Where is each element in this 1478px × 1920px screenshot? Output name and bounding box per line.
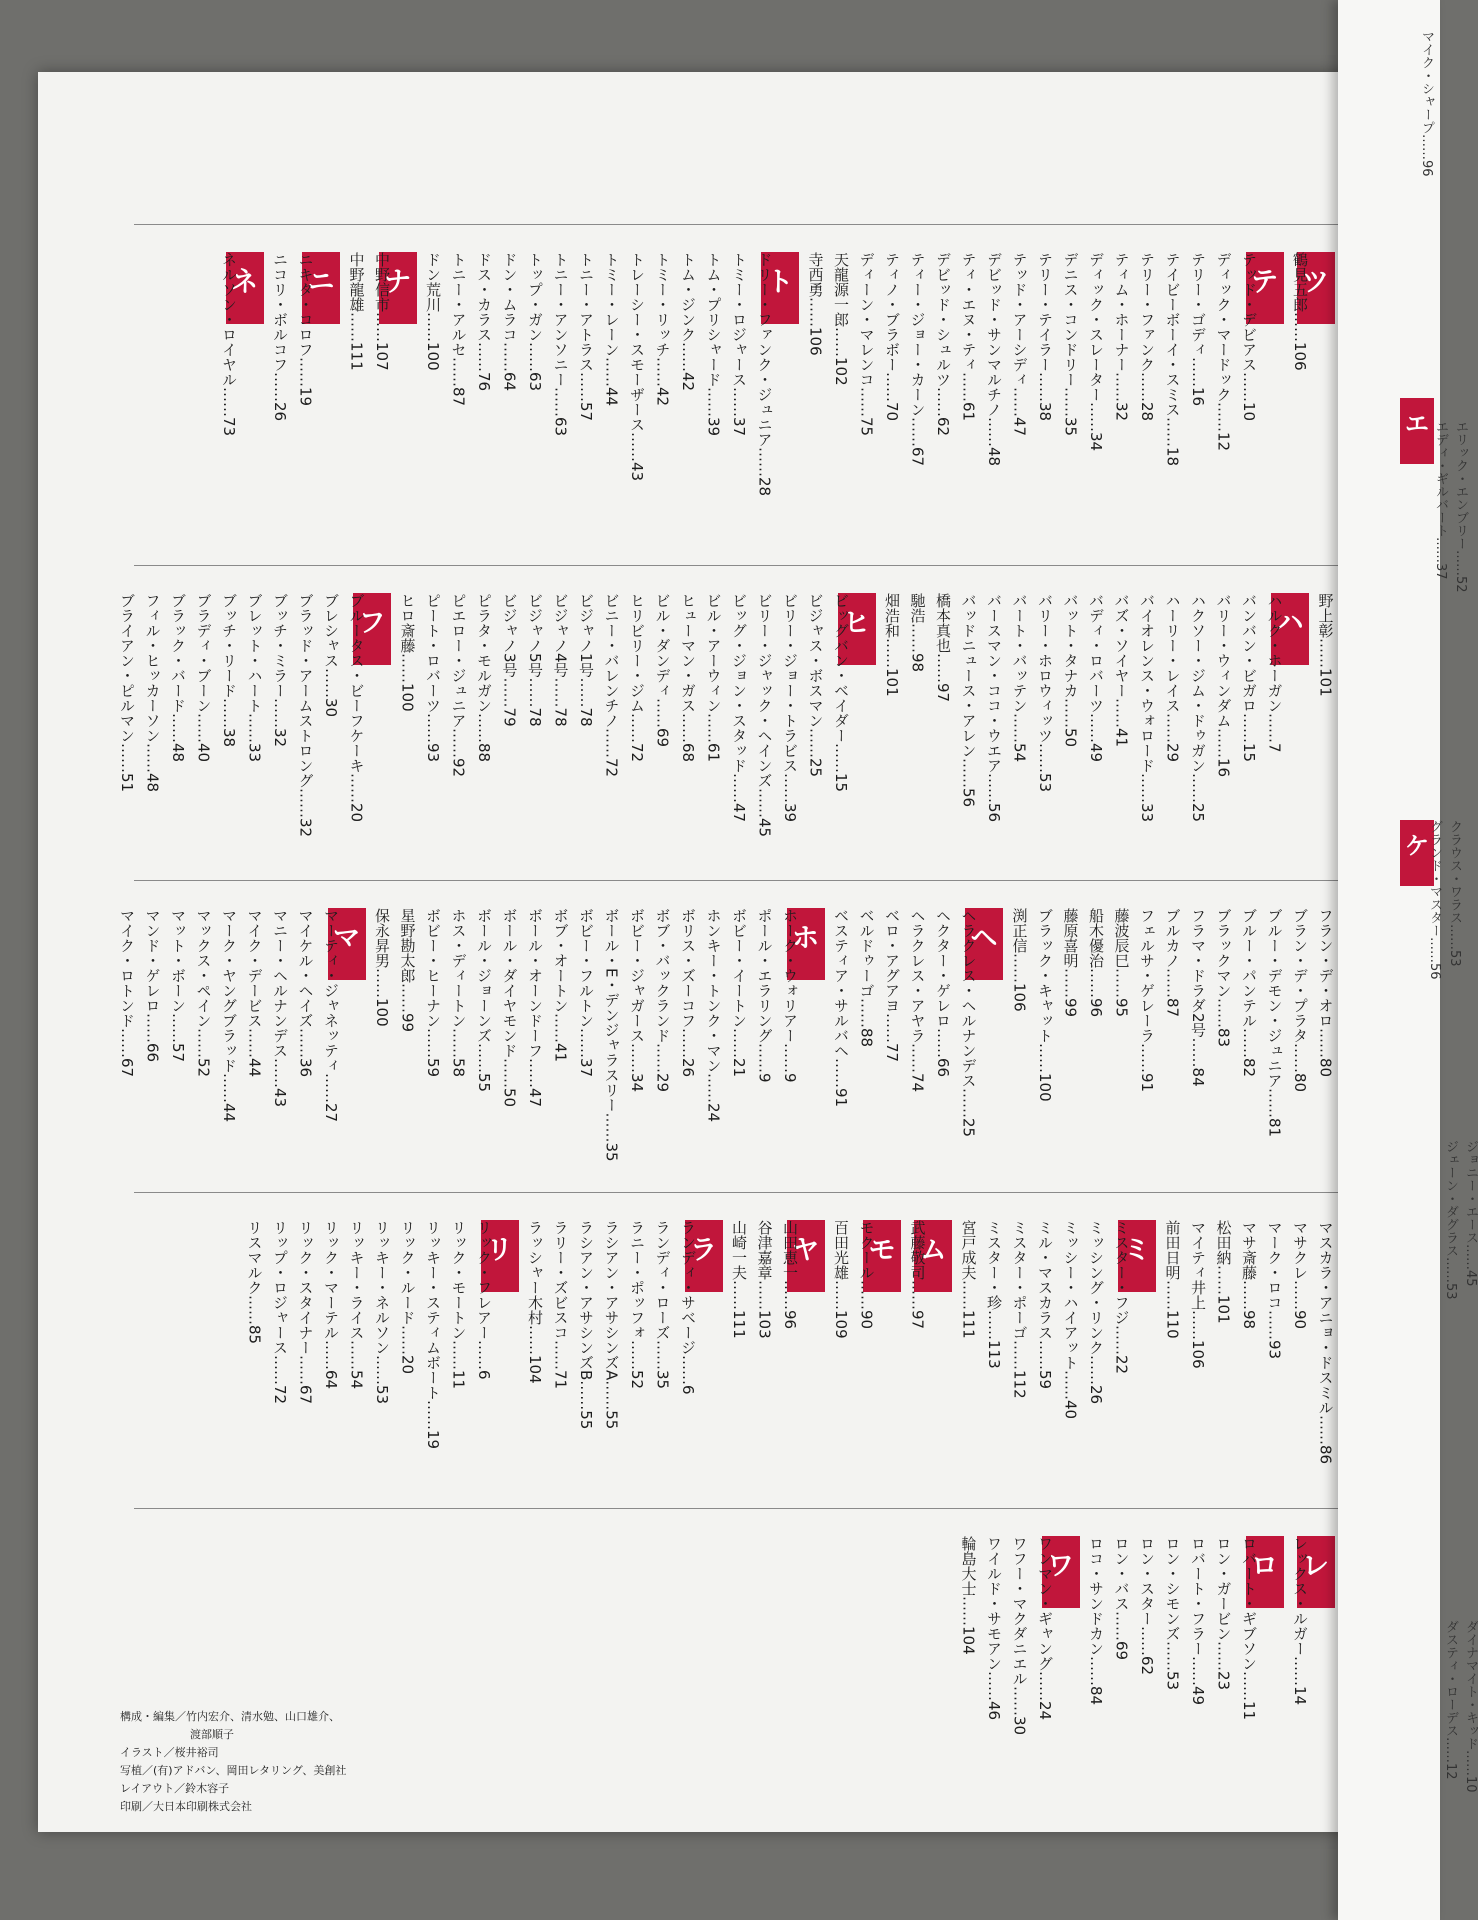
index-entry: ドン荒川……100 [424, 252, 442, 371]
index-entry: ボール・E・デンジャラスリー……35 [602, 908, 621, 1162]
index-band [38, 880, 1348, 1200]
index-entry: ビジャノ1号……78 [577, 593, 595, 727]
index-entry: ホーク・ウォリアー……9 [781, 908, 799, 1083]
index-entry: マーティ・ジャネッティ……27 [322, 908, 340, 1123]
index-entry: ロン・バス……69 [1112, 1536, 1131, 1661]
index-entry: バット・タナカ……50 [1061, 593, 1080, 748]
index-entry: 橋本真也……97 [934, 593, 952, 703]
section-kana-label: マ [328, 908, 366, 980]
index-entry: ブルー・パンテル……82 [1240, 908, 1258, 1078]
index-entry: マンド・ゲレロ……66 [143, 908, 162, 1063]
index-entry: トミー・ロジャース……37 [730, 252, 748, 437]
index-entry: ビリー・ジャック・ヘインズ……45 [755, 593, 774, 838]
index-entry: マイク・デービス……44 [245, 908, 264, 1078]
section-kana: エ [1400, 398, 1434, 464]
index-entry: ディック・スレーター……34 [1087, 252, 1105, 452]
index-entry: ブレット・ハート……33 [245, 593, 264, 763]
index-entry: ポール・エラリング……9 [755, 908, 774, 1083]
index-entry: 武藤敬司……97 [908, 1220, 927, 1330]
index-entry: ヒューマン・ガス……68 [679, 593, 697, 763]
facing-entry: ジェーン・ダグラス……53 [1443, 1140, 1458, 1300]
index-entry: バリー・ホロウィッツ……53 [1036, 593, 1054, 793]
index-entry: ディック・マードック……12 [1214, 252, 1233, 452]
facing-entry: エディ・ギルバート……37 [1433, 420, 1448, 580]
index-column [952, 1220, 986, 1339]
index-entry: トップ・ガン……63 [526, 252, 544, 392]
index-entry: ブラック・キャット……100 [1036, 908, 1054, 1102]
section-kana-label: ト [761, 252, 799, 324]
index-entry: 船木優治……96 [1087, 908, 1105, 1018]
index-band [38, 1192, 1348, 1512]
index-entry: ボール・オーンドーフ……47 [526, 908, 544, 1108]
index-entry: トム・プリシャード……39 [704, 252, 723, 437]
index-entry: 天龍源一郎……102 [832, 252, 850, 386]
index-entry: ランディ・ローズ……35 [653, 1220, 672, 1390]
index-entry: マサクレ……90 [1291, 1220, 1309, 1330]
index-entry: ネルソン・ロイヤル……73 [220, 252, 238, 437]
index-entry: バッドニュース・アレン……56 [959, 593, 978, 808]
section-kana-label: ヒ [838, 593, 876, 665]
index-entry: トム・ジンク……42 [679, 252, 697, 392]
index-column [340, 252, 374, 371]
index-entry: ヘクター・ゲレロ……66 [934, 908, 952, 1078]
index-entry: ビニー・バレンチノ……72 [602, 593, 621, 778]
index-entry: ティ・エヌ・ティ……61 [959, 252, 978, 422]
index-entry: ワンマン・ギャング……24 [1036, 1536, 1054, 1721]
index-entry: ミッシング・リンク……26 [1087, 1220, 1105, 1405]
index-entry: ミスター・フジ……22 [1112, 1220, 1131, 1375]
index-entry: ピート・ロバーツ……93 [424, 593, 442, 763]
facing-page [1338, 0, 1478, 1920]
index-entry: バリー・ウィンダム……16 [1214, 593, 1233, 778]
index-entry: ニキタ・コロフ……19 [296, 252, 315, 407]
index-entry: バイオレンス・ウォロード……33 [1138, 593, 1156, 823]
index-entry: フラン・デ・オロ……80 [1316, 908, 1335, 1078]
index-column [824, 908, 858, 1107]
index-entry: リッキー・ネルソン……53 [373, 1220, 391, 1405]
index-entry: ビル・アーウィン……61 [704, 593, 723, 763]
index-column [824, 1220, 858, 1339]
index-column [952, 1536, 986, 1655]
index-entry: ビジャス・ボスマン……25 [806, 593, 825, 778]
index-entry: トニー・アンソニー……63 [551, 252, 570, 437]
index-entry: ブラディ・ブーン……40 [194, 593, 213, 763]
facing-entry: グランド・マスター……56 [1427, 820, 1442, 980]
index-entry: ベスティア・サルバヘ……91 [832, 908, 850, 1108]
index-entry: ニコリ・ボルコフ……26 [271, 252, 289, 422]
index-entry: モクール……90 [857, 1220, 876, 1330]
facing-entry: エリック・エンブリー……52 [1453, 420, 1468, 593]
index-entry: ボビー・ヒーナン……59 [424, 908, 442, 1078]
index-entry: ヘラクレス・ヘルナンデス……25 [959, 908, 978, 1138]
index-entry: ビジャノ4号……78 [551, 593, 570, 727]
index-entry: マサ斎藤……98 [1240, 1220, 1258, 1330]
index-entry: ブルータス・ビーフケーキ……20 [347, 593, 366, 823]
section-kana-label: レ [1297, 1536, 1335, 1608]
index-entry: フェルサ・ゲレーラ……91 [1138, 908, 1156, 1093]
index-entry: テリー・テイラー……38 [1036, 252, 1054, 422]
index-entry: 畑浩和……101 [883, 593, 901, 697]
index-entry: ロバート・フラー……49 [1189, 1536, 1207, 1706]
section-kana-label: ロ [1246, 1536, 1284, 1608]
section-kana-label: ミ [1118, 1220, 1156, 1292]
index-entry: フィル・ヒッカーソン……48 [143, 593, 162, 793]
index-entry: フラマ・ドラダ2号……84 [1189, 908, 1207, 1087]
index-entry: リック・モートン……11 [449, 1220, 468, 1390]
index-column [263, 252, 297, 421]
index-entry: ブッチ・ミラー……32 [271, 593, 289, 748]
index-column [901, 1220, 935, 1329]
index-entry: ボール・ジョーンズ……55 [475, 908, 493, 1093]
index-column [722, 1220, 756, 1339]
index-column [1079, 1536, 1113, 1705]
index-band [38, 224, 1348, 544]
index-entry: 中野信市……107 [373, 252, 391, 371]
index-entry: ホンキー・トンク・マン……24 [704, 908, 723, 1123]
section-kana-label: ネ [226, 252, 264, 324]
index-entry: ピエロー・ジュニア……92 [449, 593, 468, 778]
index-entry: リック・スタイナー……67 [296, 1220, 315, 1405]
section-kana-label: モ [863, 1220, 901, 1292]
index-entry: トニー・アルセ……87 [449, 252, 468, 407]
section-kana-label: ラ [685, 1220, 723, 1292]
index-entry: ロン・ガービン……23 [1214, 1536, 1233, 1691]
index-entry: ビリー・ジョー・トラビス……39 [781, 593, 799, 823]
index-column [110, 908, 144, 1077]
index-entry: ホス・ディートン……58 [449, 908, 468, 1078]
credits-line: レイアウト／鈴木容子 [120, 1782, 230, 1795]
section-kana-label: ホ [787, 908, 825, 980]
index-entry: マイティ井上……106 [1189, 1220, 1207, 1369]
index-entry: リスマルク……85 [245, 1220, 264, 1345]
index-entry: 谷津嘉章……103 [755, 1220, 774, 1339]
index-entry: ミスター・ポーゴ……112 [1010, 1220, 1029, 1399]
index-column [1283, 252, 1317, 371]
index-entry: ミスター・珍……113 [985, 1220, 1003, 1369]
index-entry: ランディ・サベージ……6 [679, 1220, 697, 1395]
index-entry: 中野龍雄……111 [347, 252, 366, 371]
index-column [391, 593, 425, 712]
index-entry: リック・ルード……20 [398, 1220, 417, 1375]
index-entry: バースマン・ココ・ウエア……56 [985, 593, 1003, 823]
section-kana-label: ナ [379, 252, 417, 324]
index-entry: ブラッド・アームストロング……32 [296, 593, 315, 838]
index-entry: デビッド・サンマルチノ……48 [985, 252, 1003, 467]
index-entry: ドス・カラス……76 [475, 252, 493, 392]
section-kana-label: ヘ [965, 908, 1003, 980]
index-entry: リッキー・ライス……54 [347, 1220, 366, 1390]
index-column [238, 1220, 272, 1344]
index-entry: リッキー・スティムボート……19 [424, 1220, 442, 1450]
index-entry: ラニー・ポッフォ……52 [628, 1220, 646, 1390]
index-column [799, 252, 833, 356]
index-entry: マニー・ヘルナンデス……43 [271, 908, 289, 1108]
section-kana-label: ツ [1297, 252, 1335, 324]
facing-entry: マイク・シャープ……96 [1419, 30, 1434, 177]
facing-entry: ジョニー・エース……45 [1463, 1140, 1478, 1287]
section-kana-label: テ [1246, 252, 1284, 324]
facing-entry: ダイナマイト・キッド……10 [1463, 1620, 1478, 1793]
index-page [38, 72, 1350, 1832]
index-entry: ロン・シモンズ……53 [1163, 1536, 1182, 1691]
index-entry: ロコ・サンドカン……84 [1087, 1536, 1105, 1706]
index-entry: バンバン・ビガロ……15 [1240, 593, 1258, 763]
index-entry: マックス・ペイン……52 [194, 908, 213, 1078]
credits-line: 写植／(有)アドバン、岡田レタリング、美創社 [120, 1764, 347, 1777]
credits-line: 渡部順子 [190, 1728, 234, 1741]
index-entry: テイビーボーイ・スミス……18 [1163, 252, 1182, 467]
index-entry: バート・バッテン……54 [1010, 593, 1029, 763]
index-entry: 百田光雄……109 [832, 1220, 850, 1339]
index-entry: ブライアン・ピルマン……51 [118, 593, 136, 793]
index-entry: 鶴見五郎……106 [1291, 252, 1309, 371]
index-entry: 馳浩……98 [908, 593, 927, 673]
index-entry: ラリー・ズビスコ……71 [551, 1220, 570, 1390]
index-column [1003, 908, 1037, 1012]
index-entry: 保永昇男……100 [373, 908, 391, 1027]
index-entry: ワイルド・サモアン……46 [985, 1536, 1003, 1721]
index-column [875, 593, 909, 697]
index-entry: ロバート・ギブソン……11 [1240, 1536, 1258, 1721]
index-entry: リック・マーテル……64 [322, 1220, 340, 1390]
index-entry: ブルカノ……87 [1163, 908, 1182, 1018]
index-entry: トレーシー・スモーザース……43 [628, 252, 646, 482]
index-entry: ラッシャー木村……104 [526, 1220, 544, 1384]
section-kana-label: リ [481, 1220, 519, 1292]
index-entry: リック・フレアー……6 [475, 1220, 493, 1380]
index-entry: 寺西勇……106 [806, 252, 825, 356]
index-entry: ブルー・デモン・ジュニア……81 [1265, 908, 1284, 1138]
index-entry: テリー・ゴディ……16 [1189, 252, 1207, 407]
index-entry: ベルドゥーゴ……88 [857, 908, 876, 1048]
index-entry: ボリス・ズーコフ……26 [679, 908, 697, 1078]
index-entry: ドン・ムラコ……64 [500, 252, 519, 392]
index-column [518, 1220, 552, 1384]
credits-line: 構成・編集／竹内宏介、清水勉、山口雄介、 [120, 1710, 340, 1723]
index-entry: トミー・レーン……44 [602, 252, 621, 407]
index-entry: ヒリビリー・ジム……72 [628, 593, 646, 763]
index-entry: ミル・マスカラス……59 [1036, 1220, 1054, 1390]
index-entry: マイク・ロトンド……67 [118, 908, 136, 1078]
section-kana-label: ニ [302, 252, 340, 324]
index-entry: ワフー・マクダニエル……30 [1010, 1536, 1029, 1736]
index-entry: ドリー・ファンク・ジュニア……28 [755, 252, 774, 497]
index-entry: 藤波辰巳……95 [1112, 908, 1131, 1018]
index-entry: デビッド・シュルツ……62 [934, 252, 952, 437]
index-entry: ボビー・ジャガース……34 [628, 908, 646, 1093]
section-kana-label: フ [353, 593, 391, 665]
section-kana-label: ヤ [787, 1220, 825, 1292]
index-entry: ベロ・アグアヨ……77 [883, 908, 901, 1063]
index-entry: ブッチ・リード……38 [220, 593, 238, 748]
index-entry: ブラン・デ・プラタ……80 [1291, 908, 1309, 1093]
index-entry: ビル・ダンディ……69 [653, 593, 672, 748]
index-entry: ブラック・バード……48 [169, 593, 187, 763]
index-column [365, 908, 399, 1027]
index-column [212, 252, 246, 436]
index-entry: トミー・リッチ……42 [653, 252, 672, 407]
index-entry: マーク・ロコ……93 [1265, 1220, 1284, 1360]
facing-entry: クラウス・ワラス……53 [1447, 820, 1462, 967]
section-kana-label: ハ [1271, 593, 1309, 665]
index-entry: ビジャノ5号……78 [526, 593, 544, 727]
index-entry: 野上彰……101 [1316, 593, 1335, 697]
index-entry: ディーン・マレンコ……75 [857, 252, 876, 437]
index-entry: ハルク・ホーガン……7 [1265, 593, 1284, 753]
index-column [1283, 1536, 1317, 1705]
section-kana-label: ワ [1042, 1536, 1080, 1608]
index-entry: マット・ボーン……57 [169, 908, 187, 1063]
index-entry: ヒロ斎藤……100 [398, 593, 417, 712]
index-entry: ティノ・ブラボー……70 [883, 252, 901, 422]
index-entry: レックス・ルガー……14 [1291, 1536, 1309, 1706]
index-entry: テッド・デビアス……10 [1240, 252, 1258, 422]
index-entry: トニー・アトラス……57 [577, 252, 595, 422]
index-entry: 山田恵一……96 [781, 1220, 799, 1330]
credits [120, 1708, 346, 1816]
credits-line: 印刷／大日本印刷株式会社 [120, 1800, 252, 1813]
index-entry: バディ・ロバーツ……49 [1087, 593, 1105, 763]
index-entry: ロン・スター……62 [1138, 1536, 1156, 1676]
index-entry: ラシアン・アサシンズB……55 [577, 1220, 595, 1430]
index-entry: 星野勘太郎……99 [398, 908, 417, 1033]
index-entry: テッド・アーシディ……47 [1010, 252, 1029, 437]
index-entry: バズ・ソイヤー……41 [1112, 593, 1131, 748]
index-entry: ミッシー・ハイアット……40 [1061, 1220, 1080, 1420]
index-band [38, 565, 1348, 885]
index-entry: ヘラクレス・アヤラ……74 [908, 908, 927, 1093]
index-entry: 渕正信……106 [1010, 908, 1029, 1012]
index-column [1156, 1220, 1190, 1339]
index-entry: マイケル・ヘイズ……36 [296, 908, 315, 1078]
index-column [416, 252, 450, 371]
index-column [110, 593, 144, 792]
index-entry: ラシアン・アサシンズA……55 [602, 1220, 621, 1430]
index-entry: ボビー・イートン……21 [730, 908, 748, 1078]
index-entry: ティム・ホーナー……32 [1112, 252, 1131, 422]
index-entry: ハクソー・ジム・ドゥガン……25 [1189, 593, 1207, 823]
index-entry: ビッグバン・ベイダー……15 [832, 593, 850, 793]
index-entry: 前田日明……110 [1163, 1220, 1182, 1339]
credits-line: イラスト／桜井裕司 [120, 1746, 219, 1759]
index-entry: ブレシャス……30 [322, 593, 340, 718]
index-entry: デニス・コンドリー……35 [1061, 252, 1080, 437]
index-entry: ピラタ・モルガン……88 [475, 593, 493, 763]
index-entry: ボール・ダイヤモンド……50 [500, 908, 519, 1108]
facing-entry: ダスティ・ローデス……12 [1443, 1620, 1458, 1780]
index-entry: テリー・ファンク……28 [1138, 252, 1156, 422]
index-entry: ハーリー・レイス……29 [1163, 593, 1182, 763]
index-entry: ボブ・オートン……41 [551, 908, 570, 1063]
index-entry: ビッグ・ジョン・スタッド……47 [730, 593, 748, 823]
index-entry: ボビー・フルトン……37 [577, 908, 595, 1078]
index-entry: 宮戸成夫……111 [959, 1220, 978, 1339]
index-entry: ボブ・バックランド……29 [653, 908, 672, 1093]
index-entry: マスカラ・アニョ・ドスミル……86 [1316, 1220, 1335, 1465]
index-entry: ブラックマン……83 [1214, 908, 1233, 1048]
index-entry: ティー・ジョー・カーン……67 [908, 252, 927, 467]
index-entry: 山崎一夫……111 [730, 1220, 748, 1339]
index-entry: 藤原喜明……99 [1061, 908, 1080, 1018]
index-entry: ビジャノ3号……79 [500, 593, 519, 727]
section-kana-label: ム [914, 1220, 952, 1292]
section-kana: ケ [1400, 820, 1434, 886]
index-entry: 輪島大士……104 [959, 1536, 978, 1655]
index-entry: 松田納……101 [1214, 1220, 1233, 1324]
index-entry: マーク・ヤングブラッド……44 [220, 908, 238, 1123]
index-entry: リップ・ロジャース……72 [271, 1220, 289, 1405]
